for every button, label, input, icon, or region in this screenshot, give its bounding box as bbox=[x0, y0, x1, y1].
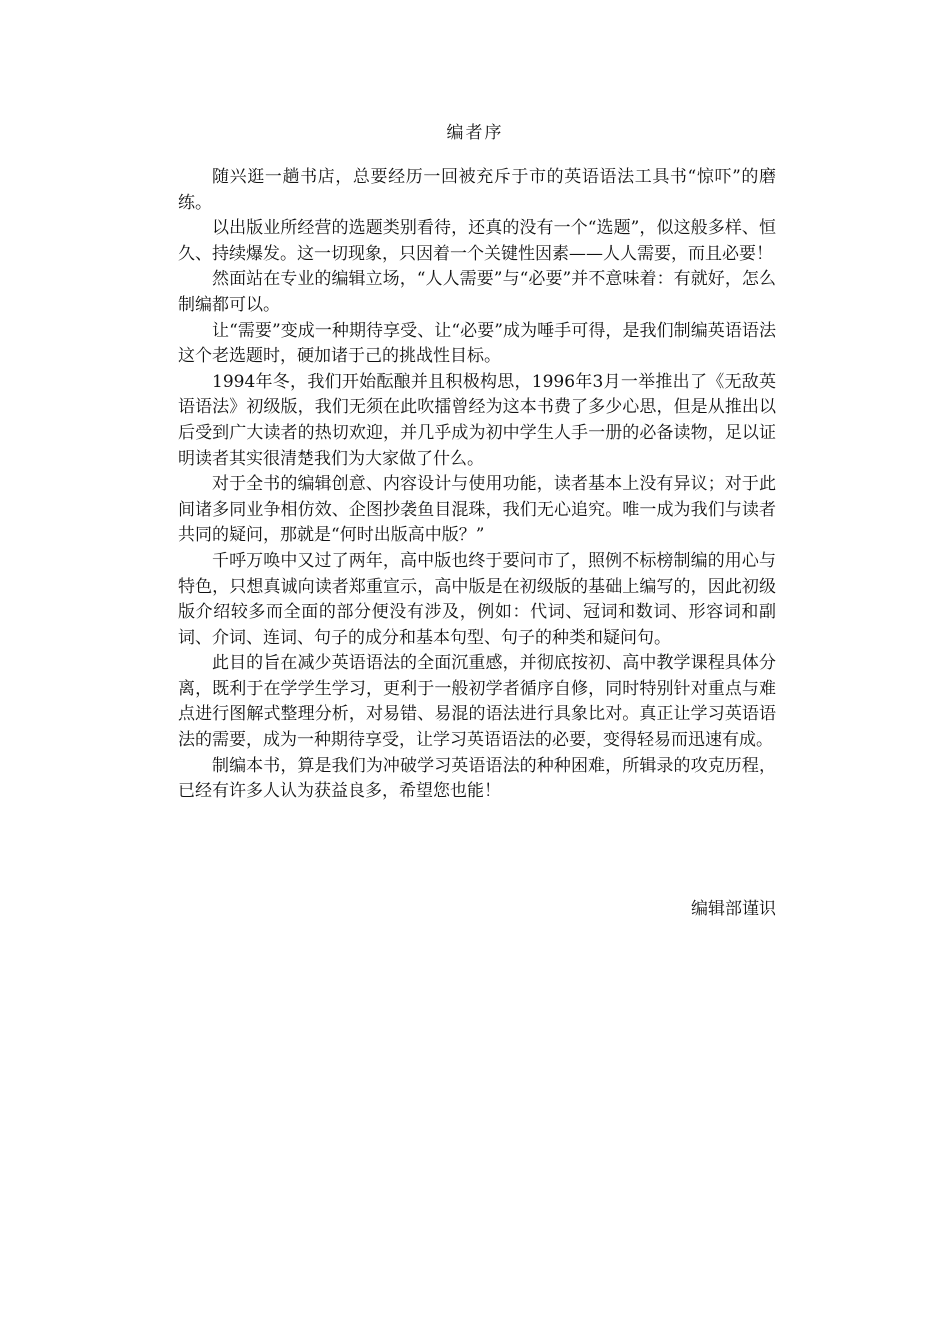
paragraph: 1994年冬，我们开始酝酿并且积极构思，1996年3月一举推出了《无敌英语语法》初级版，我们无须在此吹擂曾经为这本书费了多少心思，但是从推出以后受到广大读者的热切欢迎，并几乎成为初中学生人手一册的必备读物，足以证明读者其实很清楚我们为大家做了什么。 bbox=[178, 371, 776, 469]
paragraph: 此目的旨在减少英语语法的全面沉重感，并彻底按初、高中教学课程具体分离，既利于在学学生学习，更利于一般初学者循序自修，同时特别针对重点与难点进行图解式整理分析，对易错、易混的语法进行具象比对。真正让学习英语语法的需要，成为一种期待享受，让学习英语语法的必要，变得轻易而迅速有成。 bbox=[178, 653, 776, 751]
paragraph: 制编本书，算是我们为冲破学习英语语法的种种困难，所辑录的攻克历程，已经有许多人认为获益良多，希望您也能！ bbox=[178, 755, 776, 802]
paragraph: 以出版业所经营的选题类别看待，还真的没有一个“选题”，似这般多样、恒久、持续爆发。这一切现象，只因着一个关键性因素——人人需要，而且必要！ bbox=[178, 218, 776, 264]
page-title: 编者序 bbox=[446, 123, 504, 143]
signature: 编辑部谨识 bbox=[691, 899, 776, 919]
paragraph: 让“需要”变成一种期待享受、让“必要”成为唾手可得，是我们制编英语语法这个老选题时，硬加诸于己的挑战性目标。 bbox=[178, 320, 776, 367]
preface-body bbox=[178, 165, 776, 805]
paragraph: 对于全书的编辑创意、内容设计与使用功能，读者基本上没有异议；对于此间诸多同业争相仿效、企图抄袭鱼目混珠，我们无心追究。唯一成为我们与读者共同的疑问，那就是“何时出版高中版？” bbox=[178, 474, 776, 546]
paragraph: 千呼万唤中又过了两年，高中版也终于要问市了，照例不标榜制编的用心与特色，只想真诚向读者郑重宣示，高中版是在初级版的基础上编写的，因此初级版介绍较多而全面的部分便没有涉及，例如：代词、冠词和数词、形容词和副词、介词、连词、句子的成分和基本句型、句子的种类和疑问句。 bbox=[178, 550, 776, 648]
paragraph: 然面站在专业的编辑立场，“人人需要”与“必要”并不意味着：有就好，怎么制编都可以。 bbox=[178, 269, 776, 315]
paragraph: 随兴逛一趟书店，总要经历一回被充斥于市的英语语法工具书“惊吓”的磨练。 bbox=[178, 167, 776, 213]
